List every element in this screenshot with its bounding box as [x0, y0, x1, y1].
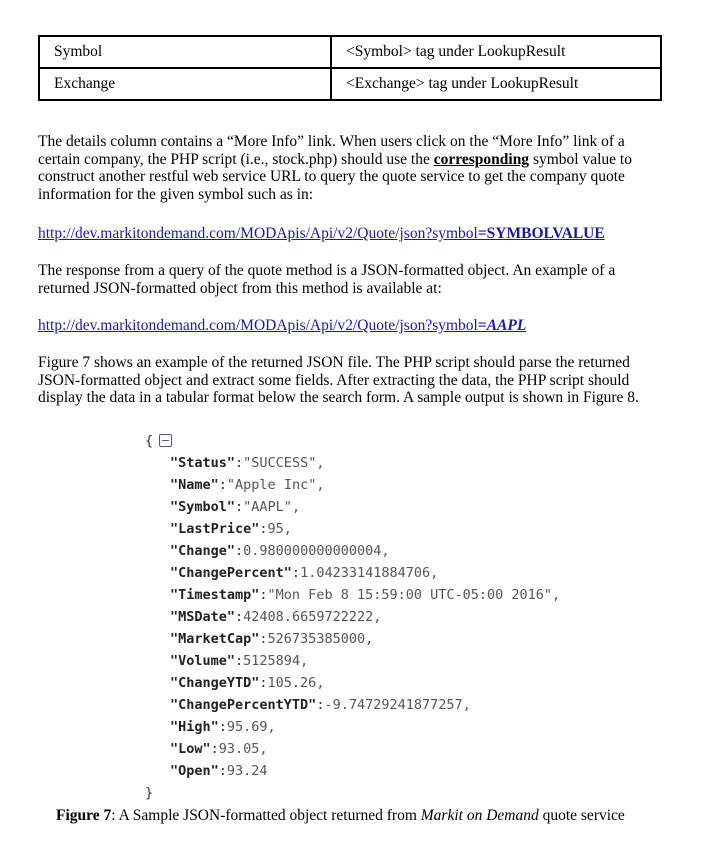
json-entry-line: "Volume":5125894, [170, 653, 309, 669]
json-value: 1.04233141884706, [300, 565, 439, 581]
json-key: "Symbol" [170, 499, 236, 515]
json-key: "Open" [170, 763, 219, 779]
json-key: "Change" [170, 543, 236, 559]
json-entry-line: "ChangePercentYTD":-9.74729241877257, [170, 697, 471, 713]
json-value: 105.26, [267, 675, 325, 691]
paragraph-text: symbol value to construct another restful web service URL to query the quote service to get the company quote information for the given symbol such as in: [38, 150, 632, 203]
json-key: "Name" [170, 477, 219, 493]
json-key: "ChangePercentYTD" [170, 697, 317, 713]
json-key: "High" [170, 719, 219, 735]
json-entry-line: "Status":"SUCCESS", [170, 455, 325, 471]
link-symbol-aapl: AAPL [486, 317, 527, 334]
json-close-line [145, 782, 560, 804]
json-key: "Timestamp" [170, 587, 260, 603]
json-entry-line: "ChangePercent":1.04233141884706, [170, 565, 439, 581]
json-key: "Status" [170, 455, 236, 471]
json-key: "Low" [170, 741, 211, 757]
link-equals: = [477, 317, 487, 334]
paragraph-text: The details column contains a “More Info” link. When users click on the “More Info” link of a certain company, the PHP script (i.e., stock.php) should use the [38, 133, 625, 168]
json-value: 5125894, [243, 653, 309, 669]
paragraph-figure7: Figure 7 shows an example of the returned JSON file. The PHP script should parse the returned JSON-formatted object and extract some fields. After extracting the data, the PHP script should display the data in a tabular format below the search form. A sample output is shown in Figure 8. [38, 354, 639, 406]
json-entries [145, 452, 560, 782]
json-key: "LastPrice" [170, 521, 260, 537]
json-sample-block [145, 430, 560, 804]
json-value: -9.74729241877257, [324, 697, 471, 713]
json-key: "MarketCap" [170, 631, 260, 647]
aapl-quote-link[interactable] [38, 317, 526, 335]
link-text: http://dev.markitondemand.com/MODApis/Api/v2/Quote/json?symbol [38, 225, 478, 242]
json-value: "Apple Inc", [226, 477, 325, 493]
figure-caption [56, 807, 625, 825]
json-value: "SUCCESS", [243, 455, 325, 471]
json-entry-line: "Open":93.24 [170, 763, 268, 779]
caption-text: quote service [538, 807, 625, 824]
link-text: http://dev.markitondemand.com/MODApis/Api/v2/Quote/json?symbol [38, 317, 478, 334]
collapse-icon[interactable] [159, 434, 172, 447]
json-open-line [145, 430, 560, 452]
table-cell: <Symbol> tag under LookupResult [331, 36, 661, 68]
json-value: 0.980000000000004, [243, 543, 390, 559]
json-value: "Mon Feb 8 15:59:00 UTC-05:00 2016", [267, 587, 561, 603]
json-value: 93.05, [218, 741, 268, 757]
json-entry-line: "LastPrice":95, [170, 521, 292, 537]
json-key: "MSDate" [170, 609, 236, 625]
json-entry-line: "Timestamp":"Mon Feb 8 15:59:00 UTC-05:00 2016", [170, 587, 561, 603]
json-open-brace: { [145, 433, 154, 449]
json-key: "ChangePercent" [170, 565, 292, 581]
caption-italic: Markit on Demand [420, 807, 539, 824]
json-value: 93.24 [226, 763, 268, 779]
emphasis-corresponding: corresponding [433, 150, 530, 168]
table-cell: Exchange [39, 68, 331, 100]
json-key: "Volume" [170, 653, 236, 669]
json-entry-line: "ChangeYTD":105.26, [170, 675, 325, 691]
json-entry-line: "Symbol":"AAPL", [170, 499, 301, 515]
json-value: "AAPL", [243, 499, 301, 515]
json-key: "ChangeYTD" [170, 675, 260, 691]
link-symbol-placeholder: =SYMBOLVALUE [477, 225, 605, 242]
table-row [39, 36, 661, 68]
json-value: 42408.6659722222, [243, 609, 382, 625]
json-close-brace: } [145, 785, 154, 801]
json-entry-line: "Low":93.05, [170, 741, 268, 757]
json-entry-line: "MSDate":42408.6659722222, [170, 609, 382, 625]
paragraph-response: The response from a query of the quote method is a JSON-formatted object. An example of a returned JSON-formatted object from this method is available at: [38, 262, 616, 297]
json-entry-line: "Name":"Apple Inc", [170, 477, 325, 493]
quote-url-link[interactable] [38, 225, 605, 243]
table-cell: <Exchange> tag under LookupResult [331, 68, 661, 100]
json-value: 95.69, [226, 719, 276, 735]
json-entry-line: "Change":0.980000000000004, [170, 543, 390, 559]
json-value: 95, [267, 521, 292, 537]
table-cell: Symbol [39, 36, 331, 68]
paragraph-more-info [38, 133, 668, 203]
table-row [39, 68, 661, 100]
field-mapping-table [38, 35, 662, 101]
json-entry-line: "MarketCap":526735385000, [170, 631, 374, 647]
caption-text: : A Sample JSON-formatted object returned from [111, 807, 421, 824]
json-entry-line: "High":95.69, [170, 719, 276, 735]
json-value: 526735385000, [267, 631, 374, 647]
caption-label: Figure 7 [56, 807, 112, 824]
